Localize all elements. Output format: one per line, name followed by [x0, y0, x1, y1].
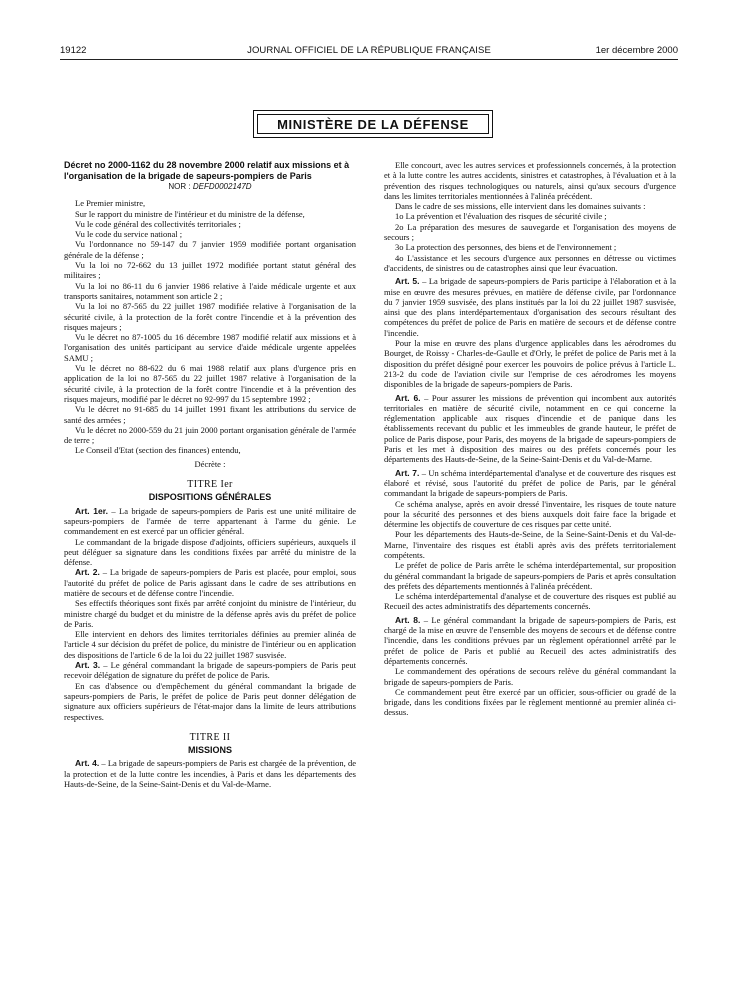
- article-paragraph: Le commandant de la brigade dispose d'adjoints, officiers supérieurs, auxquels il peut déléguer sa signature dans les conditions fixées par arrêté du ministre de la défense.: [64, 536, 356, 568]
- article-paragraph: Le préfet de police de Paris arrête le schéma interdépartemental, sur proposition du général commandant la brigade de sapeurs-pompiers de Paris et après consultation des préfets des départements mentionnés à l'alinéa précédent.: [384, 560, 676, 591]
- article-3-label: Art. 3.: [75, 660, 101, 671]
- article-paragraph: Ses effectifs théoriques sont fixés par arrêté conjoint du ministre de l'intérieur, du ministre chargé du budget et du ministre de la défense après avis du préfet de police de Paris.: [64, 598, 356, 629]
- article-text: – La brigade de sapeurs-pompiers de Paris est chargée de la prévention, de la protection et de la lutte contre les incendies, à Paris et dans les départements des Hauts-de-Seine, de la Seine-Saint-Denis et du Val-de-Marne.: [64, 758, 357, 790]
- article-4-label: Art. 4.: [75, 758, 100, 769]
- article-6: [384, 393, 676, 465]
- page-number: 19122: [60, 45, 87, 56]
- article-2-label: Art. 2.: [75, 567, 100, 578]
- header-rule: [60, 59, 678, 60]
- article-7-label: Art. 7.: [395, 467, 420, 478]
- list-item: 4o L'assistance et les secours d'urgence aux personnes en détresse ou victimes d'accidents, de sinistres ou de catastrophes ainsi que leur évacuation.: [384, 252, 676, 273]
- article-text: – Un schéma interdépartemental d'analyse et de couverture des risques est élaboré et révisé, sous l'autorité du préfet de police de Paris, par le général commandant la brigade de sapeurs-pompiers de Paris.: [384, 467, 677, 499]
- right-column: [384, 160, 676, 718]
- nor-label: NOR :: [168, 182, 191, 191]
- article-text: – Le général commandant la brigade de sapeurs-pompiers de Paris peut recevoir délégation de signature du préfet de police de Paris.: [64, 660, 357, 681]
- article-5: [384, 276, 676, 338]
- intro-line: Vu le décret no 2000-559 du 21 juin 2000 portant organisation générale de l'armée de terre ;: [64, 424, 356, 446]
- intro-line: Vu la loi no 87-565 du 22 juillet 1987 modifiée relative à l'organisation de la sécurité civile, à la protection de la forêt contre l'incendie et à la prévention des risques majeurs ;: [64, 301, 356, 332]
- decree-title: Décret no 2000-1162 du 28 novembre 2000 relatif aux missions et à l'organisation de la brigade de sapeurs-pompiers de Paris: [64, 160, 350, 181]
- issue-date: 1er décembre 2000: [595, 45, 678, 56]
- article-4: [64, 758, 356, 789]
- article-paragraph: Dans le cadre de ses missions, elle intervient dans les domaines suivants :: [395, 201, 646, 212]
- article-1: [64, 506, 356, 537]
- article-paragraph: Le schéma interdépartemental d'analyse et de couverture des risques est publié au Recueil des actes administratifs des départements concernés.: [384, 591, 676, 612]
- intro-line: Vu le décret no 91-685 du 14 juillet 1991 fixant les attributions du service de santé des armées ;: [64, 404, 356, 425]
- article-text: – La brigade de sapeurs-pompiers de Paris est placée, pour emploi, sous l'autorité du préfet de police de Paris agissant dans le cadre de ses attributions en matière de secours et de défense contre l'incendie.: [64, 567, 357, 598]
- titre-2-heading: MISSIONS: [187, 745, 232, 756]
- article-8-label: Art. 8.: [395, 614, 421, 625]
- intro-line: Le Premier ministre,: [75, 198, 146, 209]
- intro-line: Vu la loi no 72-662 du 13 juillet 1972 modifiée portant statut général des militaires ;: [64, 260, 356, 281]
- left-column: [64, 160, 356, 789]
- intro-line: Le Conseil d'Etat (section des finances) entendu,: [75, 445, 241, 456]
- article-paragraph: Elle concourt, avec les autres services et professionnels concernés, à la protection et à la lutte contre les autres accidents, sinistres et catastrophes, à l'évaluation et à la prévention des risques technologiques ou naturels, ainsi qu'aux secours d'urgence dans les limites territoriales mentionnées à l'alinéa précédent.: [384, 160, 676, 201]
- article-6-label: Art. 6.: [395, 392, 421, 403]
- article-paragraph: Ce commandement peut être exercé par un officier, sous-officier ou gradé de la brigade, dans les conditions fixées par le règlement mentionné au premier alinéa ci-dessus.: [384, 686, 676, 718]
- journal-title: JOURNAL OFFICIEL DE LA RÉPUBLIQUE FRANÇAISE: [247, 45, 491, 56]
- intro-line: Vu le code général des collectivités territoriales ;: [75, 218, 241, 229]
- titre-2-label: TITRE II: [189, 731, 231, 743]
- article-7: [384, 468, 676, 499]
- nor-code: DEFD0002147D: [192, 182, 252, 191]
- list-item: 2o La préparation des mesures de sauvegarde et l'organisation des moyens de secours ;: [384, 221, 676, 243]
- article-paragraph: Elle intervient en dehors des limites territoriales définies au premier alinéa de l'article 4 sur décision du préfet de police, du ministre de l'intérieur ou en application des dispositions de l'article 6 de la loi du 22 juillet 1987 susvisée.: [64, 629, 356, 660]
- article-2: [64, 567, 356, 598]
- article-text: – Pour assurer les missions de prévention qui incombent aux autorités territoriales en matière de sécurité civile, notamment en ce qui concerne la réglementation applicable aux risques d'incendie et de panique dans les établissements recevant du public et les immeubles de grande hauteur, le préfet de police de Paris dispose, pour Paris, des moyens de la brigade de sapeurs-pompiers de Paris et les met à disposition des maires ou des préfets concernés pour les départements des Hauts-de-Seine, de la Seine-Saint-Denis et du Val-de-Marne.: [384, 392, 676, 465]
- intro-line: Vu le décret no 88-622 du 6 mai 1988 relatif aux plans d'urgence pris en application de la loi no 87-565 du 22 juillet 1987 relative à l'organisation de la sécurité civile, à la protection de la forêt contre l'incendie et à la prévention des risques majeurs, modifié par le décret no 92-997 du 15 septembre 1992 ;: [64, 363, 356, 404]
- intro-line: Vu le décret no 87-1005 du 16 décembre 1987 modifié relatif aux missions et à l'organisation des unités participant au service d'aide médicale urgente appelées SAMU ;: [64, 332, 356, 363]
- article-8: [384, 615, 676, 666]
- article-text: – La brigade de sapeurs-pompiers de Paris participe à l'élaboration et à la mise en œuvre des mesures prévues, en matière de défense civile, par l'ordonnance du 7 janvier 1959 susvisée, des plans institués par la loi du 22 juillet 1987 susvisée, ainsi que des plans interdépartementaux d'organisation des secours résultant des compétences du préfet de police de Paris en matière de secours et de défense contre l'incendie.: [384, 276, 676, 338]
- ministry-box: [253, 110, 493, 138]
- nor-reference: [64, 182, 356, 192]
- intro-line: Vu le code du service national ;: [75, 229, 183, 240]
- article-3: [64, 660, 356, 681]
- titre-1-label: TITRE Ier: [187, 479, 233, 491]
- intro-line: Sur le rapport du ministre de l'intérieur et du ministre de la défense,: [75, 208, 305, 219]
- article-paragraph: Pour les départements des Hauts-de-Seine, de la Seine-Saint-Denis et du Val-de-Marne, l'inventaire des risques est établi après avis des préfets territorialement compétents.: [384, 529, 676, 560]
- article-text: – La brigade de sapeurs-pompiers de Paris est une unité militaire de sapeurs-pompiers de l'armée de terre appartenant à l'arme du génie. Le commandement en est exercé par un officier général.: [64, 505, 357, 537]
- article-paragraph: Ce schéma analyse, après en avoir dressé l'inventaire, les risques de toute nature pour la sécurité des personnes et des biens auxquels doit faire face la brigade et détermine les objectifs de couverture de ces risques par cette unité.: [384, 498, 676, 530]
- article-paragraph: En cas d'absence ou d'empêchement du général commandant la brigade de sapeurs-pompiers de Paris, le préfet de police de Paris peut donner délégation de signature aux officiers supérieurs de l'état-major dans la limite de leurs attributions respectives.: [64, 680, 356, 722]
- running-header: [60, 44, 678, 58]
- article-1-label: Art. 1er.: [75, 505, 108, 516]
- intro-line: Vu l'ordonnance no 59-147 du 7 janvier 1959 modifiée portant organisation générale de la défense ;: [64, 239, 356, 260]
- list-item: 3o La protection des personnes, des biens et de l'environnement ;: [395, 242, 617, 253]
- intro-line: Vu la loi no 86-11 du 6 janvier 1986 relative à l'aide médicale urgente et aux transports sanitaires, notamment son article 2 ;: [64, 280, 356, 301]
- titre-1-heading: DISPOSITIONS GÉNÉRALES: [148, 492, 272, 503]
- article-paragraph: Pour la mise en œuvre des plans d'urgence applicables dans les aérodromes du Bourget, de Roissy - Charles-de-Gaulle et d'Orly, le préfet de police de Paris met à la disposition du préfet désigné pour exercer les pouvoirs de police prévus à l'article L. 213-2 du code de l'aviation civile sur l'emprise de ces aérodromes les moyens disponibles de la brigade de sapeurs-pompiers de Paris.: [384, 338, 676, 390]
- article-5-label: Art. 5.: [395, 276, 420, 287]
- article-text: – Le général commandant la brigade de sapeurs-pompiers de Paris, est chargé de la mise en œuvre de l'ensemble des moyens de secours et de défense contre l'incendie, dans les conditions prévues par un règlement opérationnel arrêté par le préfet de police de Paris et publié au Recueil des actes administratifs des départements concernés.: [384, 614, 677, 666]
- list-item: 1o La prévention et l'évaluation des risques de sécurité civile ;: [395, 211, 607, 222]
- ministry-heading: MINISTÈRE DE LA DÉFENSE: [257, 114, 489, 134]
- decrete-line: Décrète :: [194, 458, 226, 469]
- article-paragraph: Le commandement des opérations de secours relève du général commandant la brigade de sapeurs-pompiers de Paris.: [384, 666, 676, 687]
